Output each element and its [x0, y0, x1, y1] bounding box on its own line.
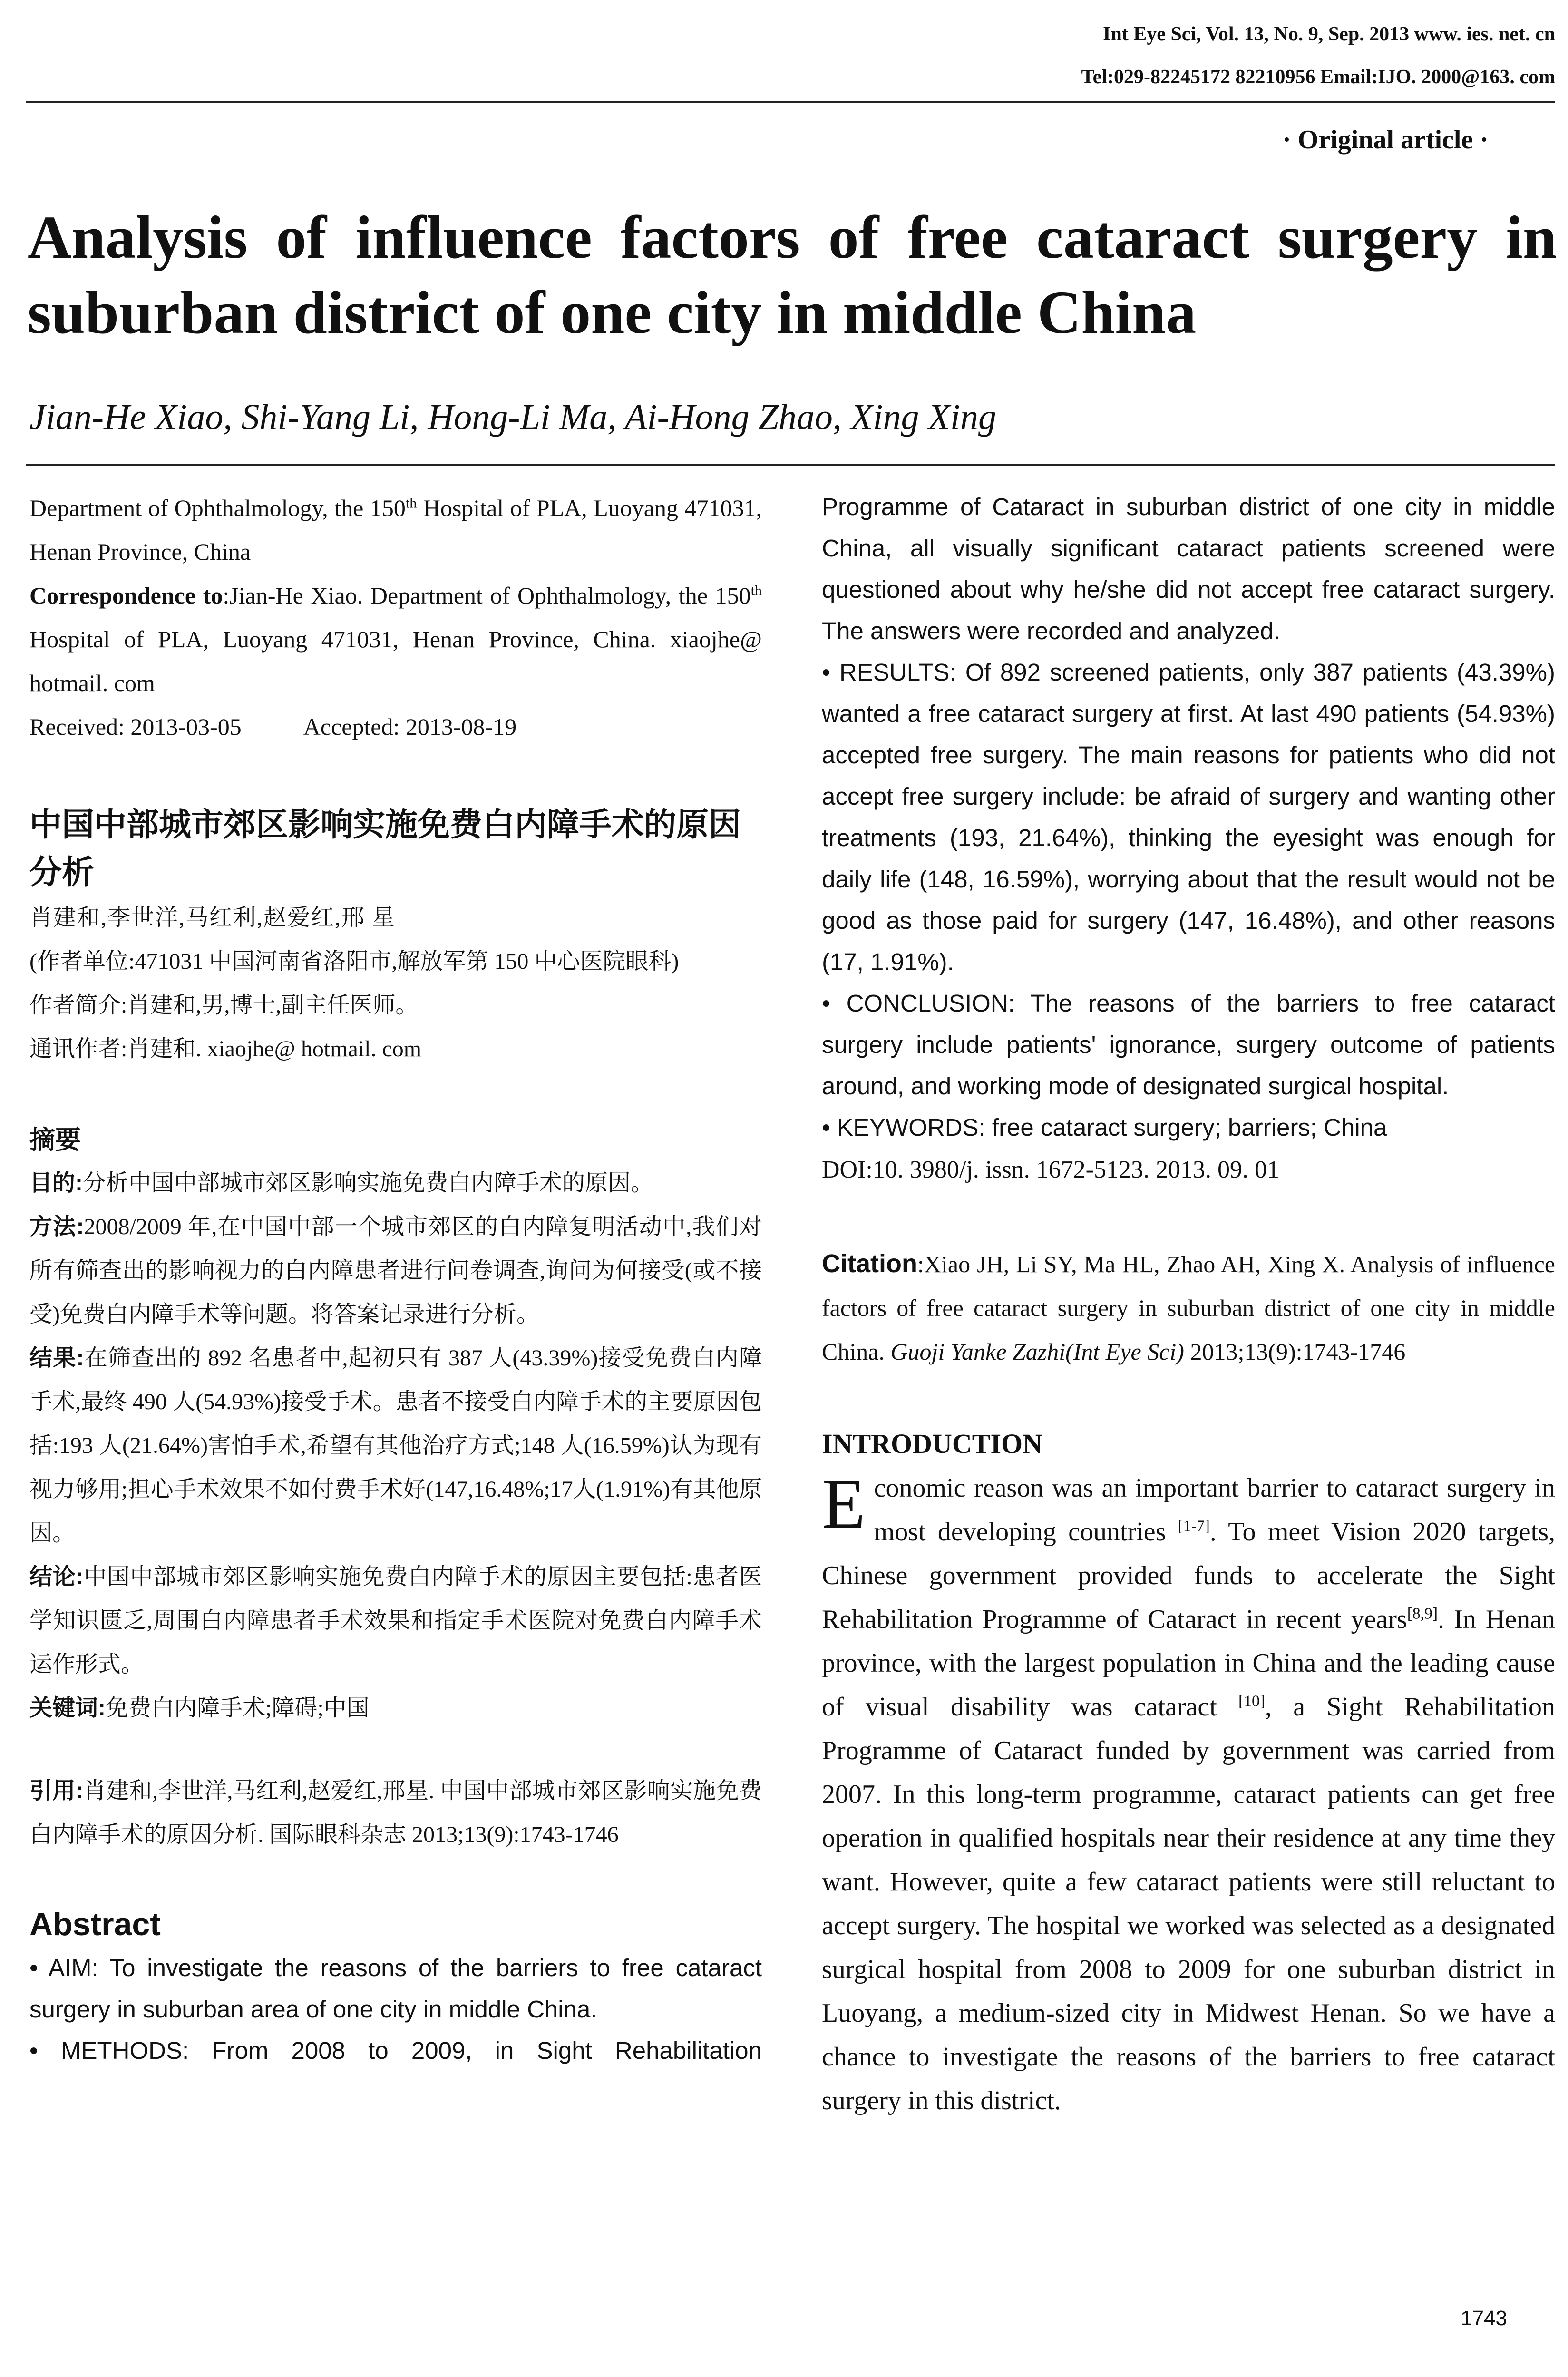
chinese-corr: 通讯作者:肖建和. xiaojhe@ hotmail. com: [29, 1036, 422, 1062]
chinese-conclusion: 结论:中国中部城市郊区影响实施免费白内障手术的原因主要包括:患者医学知识匮乏,周围白内障患者手术效果和指定手术医院对免费白内障手术运作形式。: [29, 1564, 762, 1677]
introduction-body: Economic reason was an important barrier to cataract surgery in most developing countries [1-7]. To meet Vision 2020 targets, Chinese government provided funds to accelerate the Sight Rehabilitation Programme of Cataract in recent years[8,9]. In Henan province, with the largest population in China and the leading cause of visual disability was cataract [10], a Sight Rehabilitation Programme of Cataract funded by government was carried from 2007. In this long-term programme, cataract patients can get free operation in qualified hospitals near their residence at any time they want. However, quite a few cataract patients were still reluctant to accept surgery. The hospital we worked was selected as a designated surgical hospital from 2008 to 2009 for one suburban district in Luoyang, a medium-sized city in Midwest Henan. So we have a chance to investigate the reasons of the barriers to free cataract surgery in this district.: [822, 1464, 1555, 2115]
right-column: [822, 486, 1555, 2123]
title-rule: [26, 464, 1555, 466]
abstract-methods-cont: Programme of Cataract in suburban district of one city in middle China, all visually significant cataract patients screened were questioned about why he/she did not accept free cataract surgery. The answers were recorded and analyzed.: [822, 493, 1555, 644]
drop-cap: E: [822, 1464, 866, 1543]
chinese-title: 中国中部城市郊区影响实施免费白内障手术的原因分析: [29, 807, 741, 890]
abstract-keywords: • KEYWORDS: free cataract surgery; barriers; China: [822, 1114, 1387, 1141]
header-rule: [26, 101, 1555, 103]
abstract-methods-start: • METHODS: From 2008 to 2009, in Sight Rehabilitation: [29, 2037, 762, 2064]
chinese-authors: 肖建和,李世洋,马红利,赵爱红,邢 星: [29, 905, 396, 930]
abstract-conclusion: • CONCLUSION: The reasons of the barriers to free cataract surgery include patients' ignorance, surgery outcome of patients around, and working mode of designated surgical hospital.: [822, 990, 1555, 1100]
author-list: Jian-He Xiao, Shi-Yang Li, Hong-Li Ma, Ai-Hong Zhao, Xing Xing: [29, 397, 996, 437]
contact-line: Tel:029-82245172 82210956 Email:IJO. 2000@163. com: [1081, 66, 1555, 88]
journal-line: Int Eye Sci, Vol. 13, No. 9, Sep. 2013 www. ies. net. cn: [1103, 23, 1555, 45]
article-title: Analysis of influence factors of free cataract surgery in suburban district of one city in middle China: [28, 204, 1557, 346]
chinese-unit: (作者单位:471031 中国河南省洛阳市,解放军第 150 中心医院眼科): [29, 949, 679, 974]
dates: Received: 2013-03-05 Accepted: 2013-08-19: [29, 713, 517, 740]
citation: Citation:Xiao JH, Li SY, Ma HL, Zhao AH, Xing X. Analysis of influence factors of free cataract surgery in suburban district of one city in middle China. Guoji Yanke Zazhi(Int Eye Sci) 2013;13(9):1743-1746: [822, 1249, 1555, 1365]
article-type: · Original article ·: [1282, 125, 1489, 155]
page-number: 1743: [1461, 2307, 1507, 2330]
chinese-citation: 引用:肖建和,李世洋,马红利,赵爱红,邢星. 中国中部城市郊区影响实施免费白内障手术的原因分析. 国际眼科杂志 2013;13(9):1743-1746: [29, 1778, 762, 1847]
chinese-aim: 目的:分析中国中部城市郊区影响实施免费白内障手术的原因。: [29, 1170, 654, 1196]
correspondence: Correspondence to:Jian-He Xiao. Department of Ophthalmology, the 150th Hospital of PLA, Luoyang 471031, Henan Province, China. xiaojhe@ hotmail. com: [29, 582, 762, 696]
doi: DOI:10. 3980/j. issn. 1672-5123. 2013. 09. 01: [822, 1156, 1279, 1183]
chinese-results: 结果:在筛查出的 892 名患者中,起初只有 387 人(43.39%)接受免费白内障手术,最终 490 人(54.93%)接受手术。患者不接受白内障手术的主要原因包括:193 人(21.64%)害怕手术,希望有其他治疗方式;148 人(16.59%)认为现有视力够用;担心手术效果不如付费手术好(147,16.48%;17人(1.91%)有其他原因。: [29, 1345, 762, 1546]
abstract-aim: • AIM: To investigate the reasons of the barriers to free cataract surgery in suburban area of one city in middle China.: [29, 1954, 762, 2023]
introduction-heading: INTRODUCTION: [822, 1428, 1043, 1459]
affiliation: Department of Ophthalmology, the 150th Hospital of PLA, Luoyang 471031, Henan Province, China: [29, 495, 762, 565]
left-column: [29, 486, 762, 2071]
chinese-keywords: 关键词:免费白内障手术;障碍;中国: [29, 1695, 370, 1721]
chinese-author-intro: 作者简介:肖建和,男,博士,副主任医师。: [29, 993, 419, 1018]
abstract-results: • RESULTS: Of 892 screened patients, only 387 patients (43.39%) wanted a free cataract surgery at first. At last 490 patients (54.93%) accepted free surgery. The main reasons for patients who did not accept free surgery include: be afraid of surgery and wanting other treatments (193, 21.64%), thinking the eyesight was enough for daily life (148, 16.59%), worrying about that the result would not be good as those paid for surgery (147, 16.48%), and other reasons (17, 1.91%).: [822, 659, 1555, 975]
chinese-abstract-heading: 摘要: [29, 1126, 81, 1154]
abstract-heading: Abstract: [29, 1906, 161, 1942]
chinese-methods: 方法:2008/2009 年,在中国中部一个城市郊区的白内障复明活动中,我们对所有筛查出的影响视力的白内障患者进行问卷调查,询问为何接受(或不接受)免费白内障手术等问题。将答案记录进行分析。: [29, 1214, 762, 1327]
